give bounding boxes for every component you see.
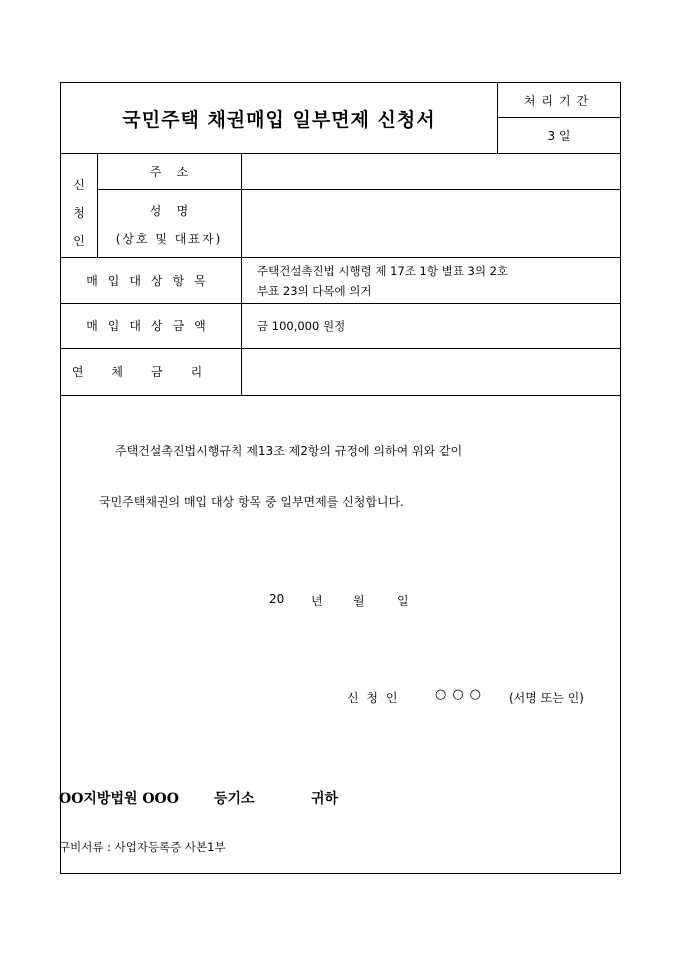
overdue-rate-field[interactable]	[242, 349, 620, 394]
signer-label: 신 청 인	[347, 691, 400, 705]
date-month-unit: 월	[353, 594, 365, 608]
processing-period-label: 처리기간	[523, 93, 595, 108]
date-year: 20	[269, 592, 285, 606]
overdue-rate-label: 연체금리	[71, 365, 231, 379]
purchase-amount-value: 금 100,000 원정	[257, 319, 346, 333]
addressee-court: OO지방법원 OOO	[59, 791, 179, 807]
purchase-item-value-line1: 주택건설촉진법 시행령 제 17조 1항 별표 3의 2호	[257, 264, 509, 278]
purchase-item-label: 매입대상항목	[86, 273, 216, 288]
addressee-suffix: 귀하	[311, 791, 339, 807]
declaration-line1: 주택건설촉진법시행규칙 제13조 제2항의 규정에 의하여 위와 같이	[115, 444, 463, 458]
applicant-label: 신 청 인	[73, 178, 85, 248]
declaration-line2: 국민주택채권의 매입 대상 항목 중 일부면제를 신청합니다.	[99, 495, 404, 509]
name-sublabel: (상호 및 대표자)	[115, 231, 223, 246]
purchase-item-value-line2: 부표 23의 다목에 의거	[257, 284, 372, 298]
name-field[interactable]	[242, 190, 620, 256]
date-day-unit: 일	[397, 594, 409, 608]
form-title: 국민주택 채권매입 일부면제 신청서	[122, 108, 436, 131]
divider	[61, 395, 620, 396]
attachments-note: 구비서류 : 사업자등록증 사본1부	[59, 840, 226, 854]
address-label: 주 소	[149, 164, 189, 179]
addressee-office: 등기소	[214, 791, 255, 807]
name-label: 성 명	[149, 203, 189, 218]
date-year-unit: 년	[311, 594, 323, 608]
signature-note: (서명 또는 인)	[509, 691, 584, 705]
signer-name: ○○○	[435, 687, 488, 702]
processing-period-value: 3 일	[547, 128, 571, 143]
address-field[interactable]	[242, 154, 620, 189]
purchase-amount-label: 매입대상금액	[86, 319, 216, 333]
application-form	[60, 82, 621, 874]
